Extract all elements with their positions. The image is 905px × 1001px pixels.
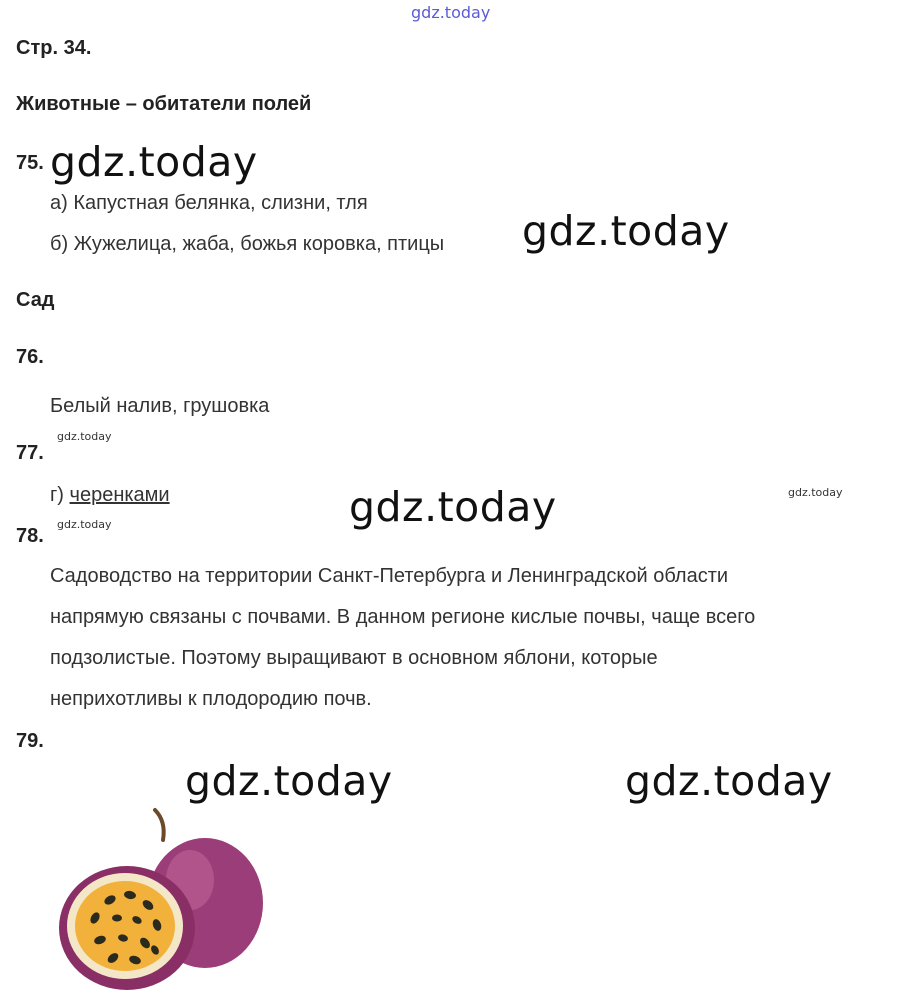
watermark-big: gdz.today — [185, 757, 393, 805]
task77-answer-row — [50, 484, 170, 507]
watermark-big: gdz.today — [625, 757, 833, 805]
task75-line-a: а) Капустная белянка, слизни, тля — [50, 192, 368, 214]
task76-answer: Белый налив, грушовка — [50, 395, 270, 417]
task-number-75: 75. — [16, 152, 44, 174]
task77-prefix: г) — [50, 484, 64, 506]
watermark-big: gdz.today — [522, 207, 730, 255]
watermark-top: gdz.today — [411, 3, 491, 22]
task78-line: Садоводство на территории Санкт-Петербурга и Ленинградской области — [50, 565, 729, 587]
task-number-77: 77. — [16, 442, 44, 464]
section-title-garden: Сад — [16, 289, 55, 311]
task75-line-b: б) Жужелица, жаба, божья коровка, птицы — [50, 233, 445, 255]
page-label: Стр. 34. — [16, 37, 92, 59]
task-number-78: 78. — [16, 525, 44, 547]
passion-fruit-illustration — [55, 800, 270, 995]
task78-line: подзолистые. Поэтому выращивают в основном яблони, которые — [50, 647, 658, 669]
watermark-small: gdz.today — [57, 518, 112, 531]
task78-line: неприхотливы к плодородию почв. — [50, 688, 372, 710]
watermark-big: gdz.today — [50, 138, 258, 186]
watermark-small: gdz.today — [788, 486, 843, 499]
task-number-79: 79. — [16, 730, 44, 752]
task-number-76: 76. — [16, 346, 44, 368]
watermark-big: gdz.today — [349, 483, 557, 531]
task77-answer: черенками — [69, 484, 170, 506]
task78-line: напрямую связаны с почвами. В данном регионе кислые почвы, чаще всего — [50, 606, 756, 628]
watermark-small: gdz.today — [57, 430, 112, 443]
task78-paragraph — [50, 556, 755, 720]
section-title-fields: Животные – обитатели полей — [16, 93, 312, 115]
fruit-stem — [155, 810, 164, 840]
